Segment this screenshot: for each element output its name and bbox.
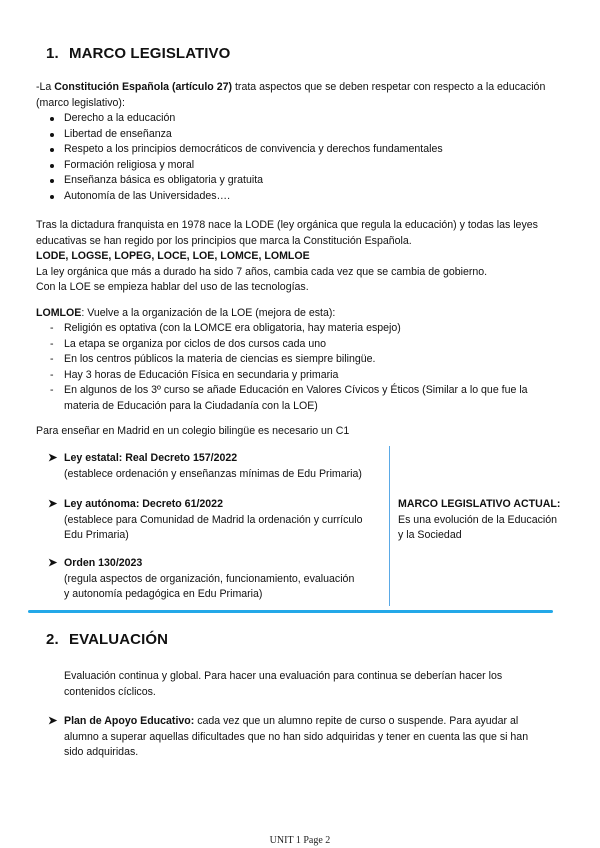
section-1-heading: [46, 45, 230, 62]
list-item: [64, 173, 564, 189]
current-framework-text-line2: y la Sociedad: [398, 529, 462, 541]
support-plan-line2: alumno a superar aquellas dificultades que no han sido adquiridas y tener en cuenta las que si han: [64, 730, 529, 743]
law-desc-line2: Edu Primaria): [64, 529, 129, 541]
arrow-bullet-icon: ➤: [48, 452, 58, 464]
list-item-text: Hay 3 horas de Educación Física en secundaria y primaria: [64, 368, 339, 381]
law-title: Orden 130/2023: [64, 557, 143, 569]
section-2-heading: [46, 631, 168, 648]
page-footer: UNIT 1 Page 2: [269, 835, 331, 846]
arrow-bullet-icon: ➤: [48, 715, 58, 727]
section-divider: [28, 610, 553, 613]
history-paragraph: [36, 218, 586, 296]
madrid-line: Para enseñar en Madrid en un colegio bilingüe es necesario un C1: [36, 425, 350, 437]
list-item-continuation: [64, 399, 564, 415]
list-item-text: En algunos de los 3º curso se añade Educación en Valores Cívicos y Éticos (Similar a lo que fue la: [64, 384, 528, 396]
section-2-title: EVALUACIÓN: [69, 631, 169, 648]
list-item-text: La etapa se organiza por ciclos de dos cursos cada uno: [64, 337, 327, 350]
law-desc-line2: y autonomía pedagógica en Edu Primaria): [64, 588, 263, 600]
list-item: [64, 111, 564, 127]
list-item-text: Autonomía de las Universidades….: [64, 189, 231, 202]
support-plan-line3: sido adquiridas.: [64, 746, 139, 758]
intro-rest: trata aspectos que se deben respetar con respecto a la educación: [232, 81, 546, 93]
table-divider: [389, 446, 390, 606]
dash-icon: -: [50, 353, 54, 365]
arrow-bullet-icon: ➤: [48, 557, 58, 569]
list-item-text: Religión es optativa (con la LOMCE era obligatoria, hay materia espejo): [64, 322, 401, 334]
loe-tech-line: Con la LOE se empieza hablar del uso de las tecnologías.: [36, 281, 309, 293]
lomloe-heading: [36, 306, 576, 322]
dash-icon: -: [50, 368, 54, 381]
list-item-text: Enseñanza básica es obligatoria y gratuita: [64, 174, 264, 186]
list-item: [50, 383, 564, 399]
law-title: Ley estatal: Real Decreto 157/2022: [64, 452, 238, 464]
list-item: [50, 337, 564, 353]
list-item-text: Respeto a los principios democráticos de convivencia y derechos fundamentales: [64, 143, 443, 155]
lomloe-desc: : Vuelve a la organización de la LOE (mejora de esta):: [81, 307, 336, 319]
lomloe-label: LOMLOE: [36, 307, 82, 319]
law-desc: (establece ordenación y enseñanzas mínimas de Edu Primaria): [64, 467, 362, 480]
lomloe-items: [50, 321, 564, 414]
bullet-icon: [50, 164, 54, 168]
history-line1: Tras la dictadura franquista en 1978 nace la LODE (ley orgánica que regula la educación) y todas las leyes: [36, 219, 538, 231]
dash-icon: -: [50, 384, 54, 396]
section-2-number: 2.: [46, 631, 59, 648]
list-item: [50, 352, 564, 368]
law-entry: [48, 556, 384, 603]
bullet-icon: [50, 148, 54, 152]
current-framework-box: [398, 497, 588, 544]
dash-icon: -: [50, 322, 54, 334]
bullet-icon: [50, 179, 54, 183]
list-item-text: Formación religiosa y moral: [64, 158, 195, 171]
law-entry: [48, 451, 384, 482]
list-item: [64, 142, 564, 158]
support-plan-entry: [48, 714, 564, 761]
law-title: Ley autónoma: Decreto 61/2022: [64, 498, 223, 510]
intro-prefix: -La: [36, 81, 55, 93]
section-1-number: 1.: [46, 45, 59, 62]
dash-icon: -: [50, 337, 54, 350]
list-item-text: materia de Educación para la Ciudadanía con la LOE): [64, 399, 318, 412]
list-item-text: Libertad de enseñanza: [64, 127, 172, 140]
duration-line: La ley orgánica que más a durado ha sido 7 años, cambia cada vez que se cambia de gobierno.: [36, 265, 488, 278]
current-framework-title: MARCO LEGISLATIVO ACTUAL:: [398, 498, 561, 510]
bullet-icon: [50, 117, 54, 121]
constitution-bullets: [64, 111, 564, 204]
list-item: [64, 158, 564, 174]
constitution-ref: Constitución Española (artículo 27): [54, 81, 233, 93]
list-item: [64, 127, 564, 143]
section-1-title: MARCO LEGISLATIVO: [69, 45, 231, 62]
list-item-text: Derecho a la educación: [64, 112, 176, 124]
list-item: [50, 368, 564, 384]
evaluation-line1: Evaluación continua y global. Para hacer una evaluación para continua se deberían hacer los: [64, 670, 503, 682]
intro-paragraph: [36, 80, 576, 111]
bullet-icon: [50, 133, 54, 137]
list-item: [64, 189, 564, 205]
laws-list: LODE, LOGSE, LOPEG, LOCE, LOE, LOMCE, LOMLOE: [36, 250, 310, 262]
support-plan-desc: cada vez que un alumno repite de curso o suspende. Para ayudar al: [194, 715, 519, 727]
evaluation-paragraph: [64, 669, 564, 700]
arrow-bullet-icon: ➤: [48, 498, 58, 510]
evaluation-line2: contenidos cíclicos.: [64, 685, 156, 698]
bullet-icon: [50, 195, 54, 199]
support-plan-title: Plan de Apoyo Educativo:: [64, 715, 195, 727]
law-entry: [48, 497, 384, 544]
list-item-text: En los centros públicos la materia de ciencias es siempre bilingüe.: [64, 353, 376, 365]
law-desc: (regula aspectos de organización, funcionamiento, evaluación: [64, 572, 355, 585]
list-item: [50, 321, 564, 337]
current-framework-text: Es una evolución de la Educación: [398, 513, 558, 526]
history-line2: educativas se han regido por los principios que marca la Constitución Española.: [36, 234, 412, 247]
intro-line2: (marco legislativo):: [36, 96, 125, 109]
law-desc: (establece para Comunidad de Madrid la ordenación y currículo: [64, 513, 363, 526]
